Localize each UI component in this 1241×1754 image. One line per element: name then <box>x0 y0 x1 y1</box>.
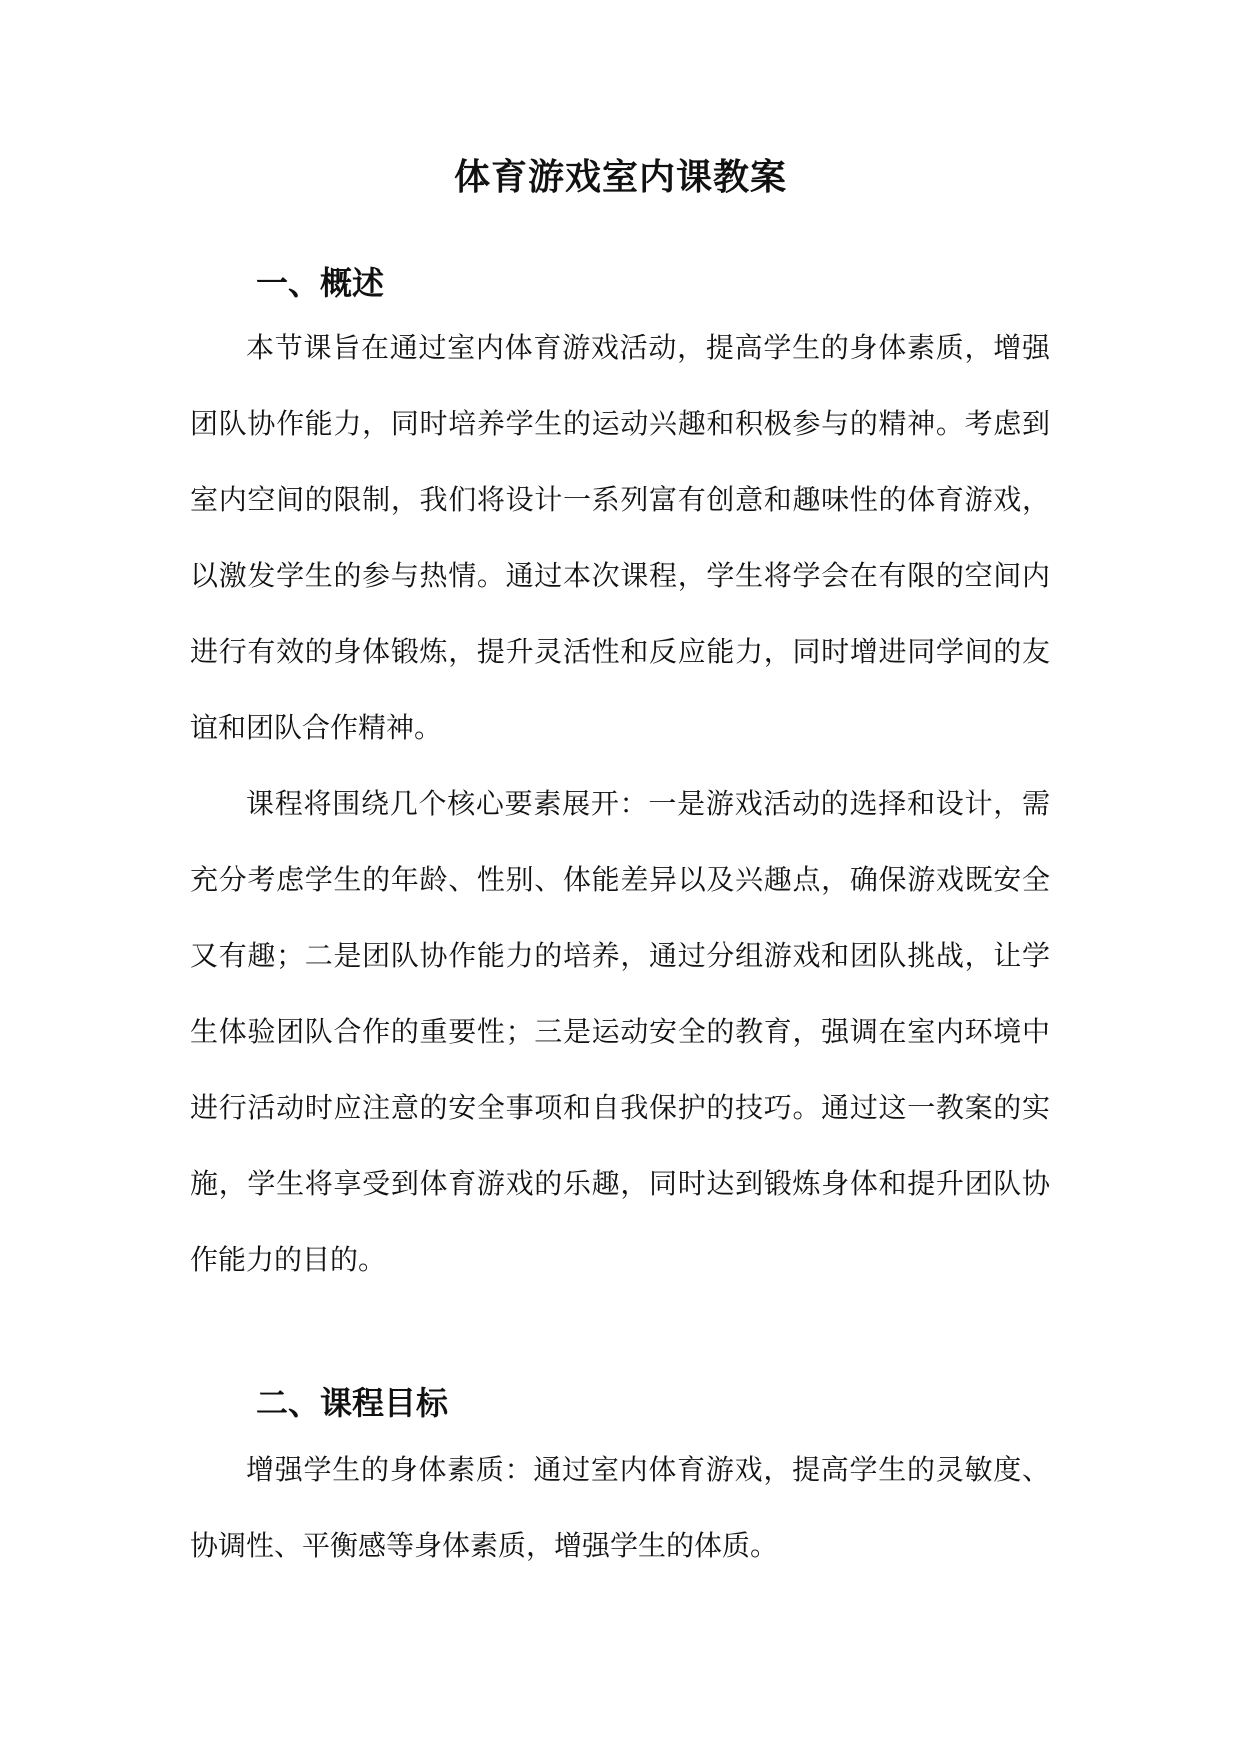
paragraph-line: 生体验团队合作的重要性；三是运动安全的教育，强调在室内环境中 <box>190 1015 1050 1048</box>
paragraph-line: 进行有效的身体锻炼，提升灵活性和反应能力，同时增进同学间的友 <box>190 635 1050 668</box>
overview-paragraph-2 <box>190 766 1050 1298</box>
paragraph-line: 增强学生的身体素质：通过室内体育游戏，提高学生的灵敏度、 <box>246 1453 1050 1486</box>
paragraph-line: 作能力的目的。 <box>190 1243 387 1276</box>
paragraph-line: 充分考虑学生的年龄、性别、体能差异以及兴趣点，确保游戏既安全 <box>190 863 1050 896</box>
paragraph-line: 又有趣；二是团队协作能力的培养，通过分组游戏和团队挑战，让学 <box>190 939 1050 972</box>
paragraph-line: 室内空间的限制，我们将设计一系列富有创意和趣味性的体育游戏， <box>190 483 1050 516</box>
paragraph-line: 进行活动时应注意的安全事项和自我保护的技巧。通过这一教案的实 <box>190 1091 1050 1124</box>
paragraph-line: 团队协作能力，同时培养学生的运动兴趣和积极参与的精神。考虑到 <box>190 407 1050 440</box>
paragraph-line: 谊和团队合作精神。 <box>190 711 443 744</box>
paragraph-line: 以激发学生的参与热情。通过本次课程，学生将学会在有限的空间内 <box>190 559 1050 592</box>
section-heading-overview: 一、概述 <box>256 264 385 302</box>
paragraph-line: 协调性、平衡感等身体素质，增强学生的体质。 <box>190 1529 779 1562</box>
paragraph-line: 课程将围绕几个核心要素展开：一是游戏活动的选择和设计，需 <box>246 787 1050 820</box>
paragraph-line: 本节课旨在通过室内体育游戏活动，提高学生的身体素质，增强 <box>246 331 1050 364</box>
document-title: 体育游戏室内课教案 <box>453 157 787 198</box>
goals-paragraph-1 <box>190 1432 1050 1584</box>
paragraph-line: 施，学生将享受到体育游戏的乐趣，同时达到锻炼身体和提升团队协 <box>190 1167 1050 1200</box>
section-heading-course-goals: 二、课程目标 <box>256 1384 449 1422</box>
overview-paragraph-1 <box>190 310 1050 766</box>
